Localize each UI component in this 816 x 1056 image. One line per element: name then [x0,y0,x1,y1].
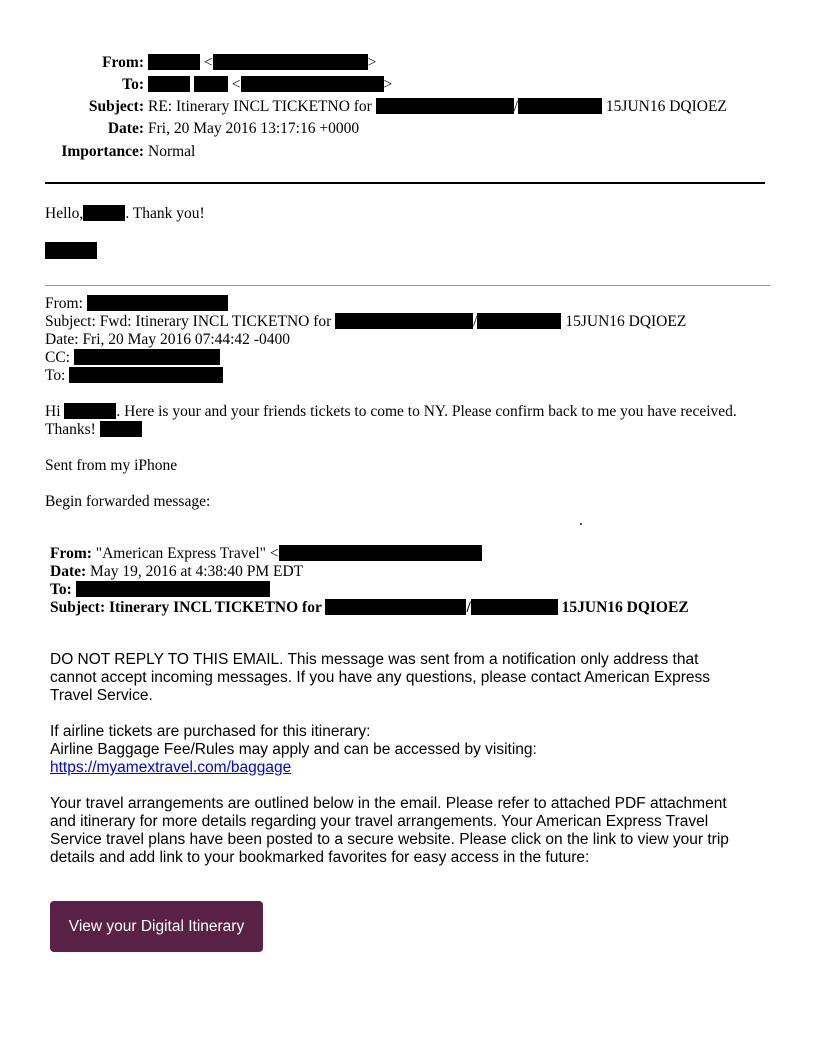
from-lt: < [203,54,213,71]
para3-line1: Your travel arrangements are outlined below in the email. Please refer to attached PDF attachment [50,795,727,812]
sent-from-iphone: Sent from my iPhone [45,457,178,474]
importance-label: Importance: [61,143,144,160]
date-label: Date: [107,120,144,137]
fwd1-subject-slash: / [473,313,478,330]
view-itinerary-label: View your Digital Itinerary [68,917,245,935]
para3-line3: Service travel plans have been posted to a secure website. Please click on the link to view your trip [50,831,729,848]
baggage-link-row [50,759,291,777]
redacted-fwd2-to [76,581,270,597]
fwd2-date-value: May 19, 2016 at 4:38:40 PM EDT [90,563,304,580]
header-date-row [0,120,816,140]
reply-signature [45,242,97,261]
fwd2-from-lt: < [269,545,279,562]
fwd2-from-label: From: [50,545,92,562]
fwd1-subject-label: Subject: [45,313,96,330]
fwd1-to-row [45,367,223,385]
redacted-fwd1-name-1 [335,313,473,329]
redacted-fwd1-name-2 [477,313,561,329]
from-gt: > [367,54,377,71]
para2-line1: If airline tickets are purchased for this itinerary: [50,723,371,740]
redacted-fwd1-hi-name [64,403,116,419]
fwd2-from-value: "American Express Travel" [95,545,266,562]
quote-divider [45,285,770,286]
para1-line2: cannot accept incoming messages. If you have any questions, please contact American Express [50,669,710,686]
to-gt: > [383,76,393,93]
redacted-fwd1-from [87,295,228,311]
subject-prefix: RE: Itinerary INCL TICKETNO for [148,98,372,115]
fwd1-hi: Hi [45,403,61,420]
stray-dot: . [579,512,583,529]
redacted-fwd2-from-email [279,545,482,561]
subject-label: Subject: [88,98,144,115]
fwd1-from-label: From: [45,295,83,312]
reply-greeting: Hello, [45,205,84,222]
from-label: From: [102,54,144,71]
fwd2-from-row [50,545,482,563]
redacted-recipient-first [148,76,190,92]
date-value: Fri, 20 May 2016 13:17:16 +0000 [148,120,360,137]
redacted-recipient-email [241,76,384,92]
baggage-link[interactable]: https://myamextravel.com/baggage [50,759,292,776]
fwd2-subject-slash: / [466,599,471,616]
fwd1-body-text: . Here is your and your friends tickets to come to NY. Please confirm back to me you have received. [116,403,737,420]
fwd1-date-row: Date: Fri, 20 May 2016 07:44:42 -0400 [45,331,290,348]
fwd2-subject-prefix: Itinerary INCL TICKETNO for [108,599,322,616]
redacted-fwd1-to [69,367,223,383]
redacted-greeting-name [83,205,125,221]
fwd1-body-line2 [45,421,142,439]
fwd2-subject-row [50,599,689,617]
para3-line4: details and add link to your bookmarked favorites for easy access in the future: [50,849,590,866]
fwd1-subject-row [45,313,686,331]
importance-value: Normal [148,143,196,160]
redacted-fwd1-cc [74,349,220,365]
fwd1-from-row [45,295,228,313]
fwd2-to-row [50,581,270,599]
fwd2-to-label: To: [50,581,72,598]
redacted-fwd2-name-1 [325,599,466,615]
fwd2-subject-suffix: 15JUN16 DQIOEZ [561,599,689,616]
redacted-sender-name [148,54,200,70]
fwd1-cc-row [45,349,220,367]
fwd1-to-label: To: [45,367,66,384]
redacted-name-2 [518,98,602,114]
fwd1-cc-label: CC: [45,349,70,366]
para3-line2: and itinerary for more details regarding your travel arrangements. Your American Express Travel [50,813,709,830]
header-from-row [0,54,816,74]
header-to-row [0,76,816,96]
header-divider [45,182,765,184]
view-digital-itinerary-button[interactable] [50,901,263,952]
header-subject-row [0,98,816,118]
to-lt: < [231,76,241,93]
fwd2-date-row [50,563,303,581]
fwd2-date-label: Date: [50,563,87,580]
para1-line1: DO NOT REPLY TO THIS EMAIL. This message was sent from a notification only address that [50,651,699,668]
reply-thanks: . Thank you! [125,205,205,222]
to-label: To: [122,76,144,93]
fwd1-subject-suffix: 15JUN16 DQIOEZ [565,313,687,330]
redacted-fwd2-name-2 [471,599,558,615]
para2-line2: Airline Baggage Fee/Rules may apply and can be accessed by visiting: [50,741,537,758]
fwd1-body-line1 [45,403,737,421]
fwd2-subject-label: Subject: [50,599,106,616]
para1-line3: Travel Service. [50,687,153,704]
begin-forwarded: Begin forwarded message: [45,493,211,510]
fwd1-thanks: Thanks! [45,421,96,438]
redacted-signature [45,242,97,259]
redacted-fwd1-signoff [100,421,142,437]
reply-greeting-line [45,205,205,223]
fwd1-subject-prefix: Fwd: Itinerary INCL TICKETNO for [99,313,332,330]
header-importance-row [0,143,816,163]
redacted-sender-email [213,54,368,70]
subject-slash: / [513,98,519,115]
redacted-recipient-last [194,76,228,92]
redacted-name-1 [376,98,514,114]
subject-suffix: 15JUN16 DQIOEZ [605,98,727,115]
